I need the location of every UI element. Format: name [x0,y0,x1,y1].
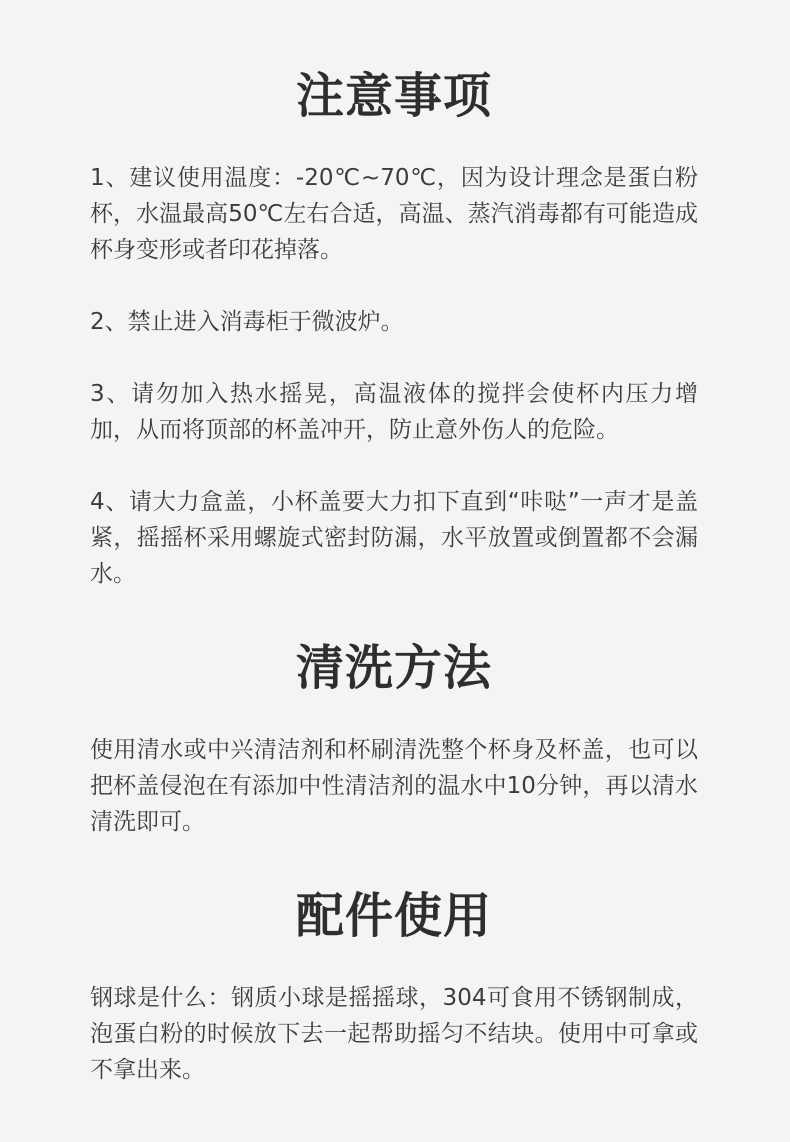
accessories-text: 钢球是什么：钢质小球是摇摇球，304可食用不锈钢制成，泡蛋白粉的时候放下去一起帮助摇匀不结块。使用中可拿或不拿出来。 [90,985,698,1083]
precaution-item-2: 2、禁止进入消毒柜于微波炉。 [90,309,404,335]
accessories-title: 配件使用 [295,888,492,944]
precaution-item-3: 3、请勿加入热水摇晃，高温液体的搅拌会使杯内压力增加，从而将顶部的杯盖冲开，防止意外伤人的危险。 [90,381,698,443]
precautions-title: 注意事项 [295,68,492,124]
precaution-item-4: 4、请大力盒盖，小杯盖要大力扣下直到“咔哒”一声才是盖紧，摇摇杯采用螺旋式密封防漏，水平放置或倒置都不会漏水。 [90,489,698,587]
precaution-item-1: 1、建议使用温度：-20℃~70℃，因为设计理念是蛋白粉杯，水温最高50℃左右合适，高温、蒸汽消毒都有可能造成杯身变形或者印花掉落。 [90,165,698,263]
cleaning-text: 使用清水或中兴清洁剂和杯刷清洗整个杯身及杯盖，也可以把杯盖侵泡在有添加中性清洁剂的温水中10分钟，再以清水清洗即可。 [90,737,698,835]
cleaning-title: 清洗方法 [295,640,492,696]
